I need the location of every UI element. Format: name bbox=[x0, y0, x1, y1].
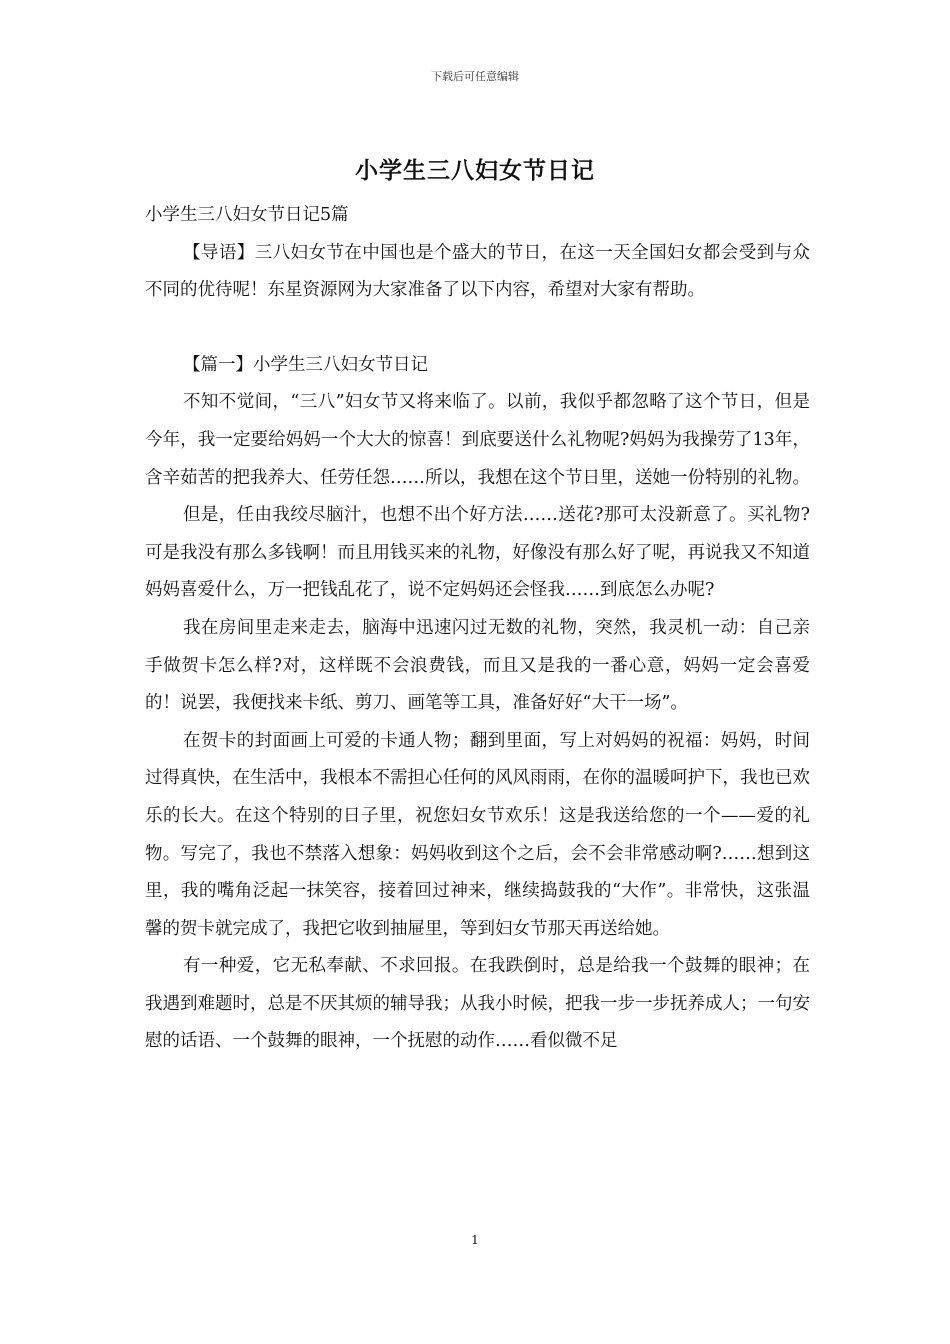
document-body bbox=[145, 197, 810, 1061]
paragraph-gap bbox=[145, 310, 810, 347]
body-paragraph-1: 不知不觉间，“三八”妇女节又将来临了。以前，我似乎都忽略了这个节日，但是今年，我一定要给妈妈一个大大的惊喜！到底要送什么礼物呢?妈妈为我操劳了13年，含辛茹苦的把我养大、任劳任怨……所以，我想在这个节日里，送她一份特别的礼物。 bbox=[145, 392, 810, 488]
header-note: 下载后可任意编辑 bbox=[431, 70, 519, 83]
subtitle: 小学生三八妇女节日记5篇 bbox=[145, 205, 349, 225]
section-heading: 【篇一】小学生三八妇女节日记 bbox=[183, 354, 428, 375]
body-paragraph-5: 有一种爱，它无私奉献、不求回报。在我跌倒时，总是给我一个鼓舞的眼神；在我遇到难题时，总是不厌其烦的辅导我；从我小时候，把我一步一步抚养成人；一句安慰的话语、一个鼓舞的眼神，一个抚慰的动作……看似微不足 bbox=[145, 956, 810, 1052]
body-paragraph-3: 我在房间里走来走去，脑海中迅速闪过无数的礼物，突然，我灵机一动：自己亲手做贺卡怎么样?对，这样既不会浪费钱，而且又是我的一番心意，妈妈一定会喜爱的！说罢，我便找来卡纸、剪刀、画笔等工具，准备好好“大干一场”。 bbox=[145, 617, 810, 714]
page-number: 1 bbox=[471, 1233, 479, 1247]
body-paragraph-4: 在贺卡的封面画上可爱的卡通人物；翻到里面，写上对妈妈的祝福：妈妈，时间过得真快，在生活中，我根本不需担心任何的风风雨雨，在你的温暖呵护下，我也已欢乐的长大。在这个特别的日子里，祝您妇女节欢乐！这是我送给您的一个——爱的礼物。写完了，我也不禁落入想象：妈妈收到这个之后，会不会非常感动啊?……想到这里，我的嘴角泛起一抹笑容，接着回过神来，继续捣鼓我的“大作”。非常快，这张温馨的贺卡就完成了，我把它收到抽屉里，等到妇女节那天再送给她。 bbox=[145, 730, 810, 939]
body-paragraph-2: 但是，任由我绞尽脑汁，也想不出个好方法……送花?那可太没新意了。买礼物?可是我没有那么多钱啊！而且用钱买来的礼物，好像没有那么好了呢，再说我又不知道妈妈喜爱什么，万一把钱乱花了，说不定妈妈还会怪我……到底怎么办呢? bbox=[145, 505, 810, 601]
intro-paragraph: 【导语】三八妇女节在中国也是个盛大的节日，在这一天全国妇女都会受到与众不同的优待呢！东星资源网为大家准备了以下内容，希望对大家有帮助。 bbox=[145, 242, 810, 301]
page-title: 小学生三八妇女节日记 bbox=[355, 157, 595, 184]
